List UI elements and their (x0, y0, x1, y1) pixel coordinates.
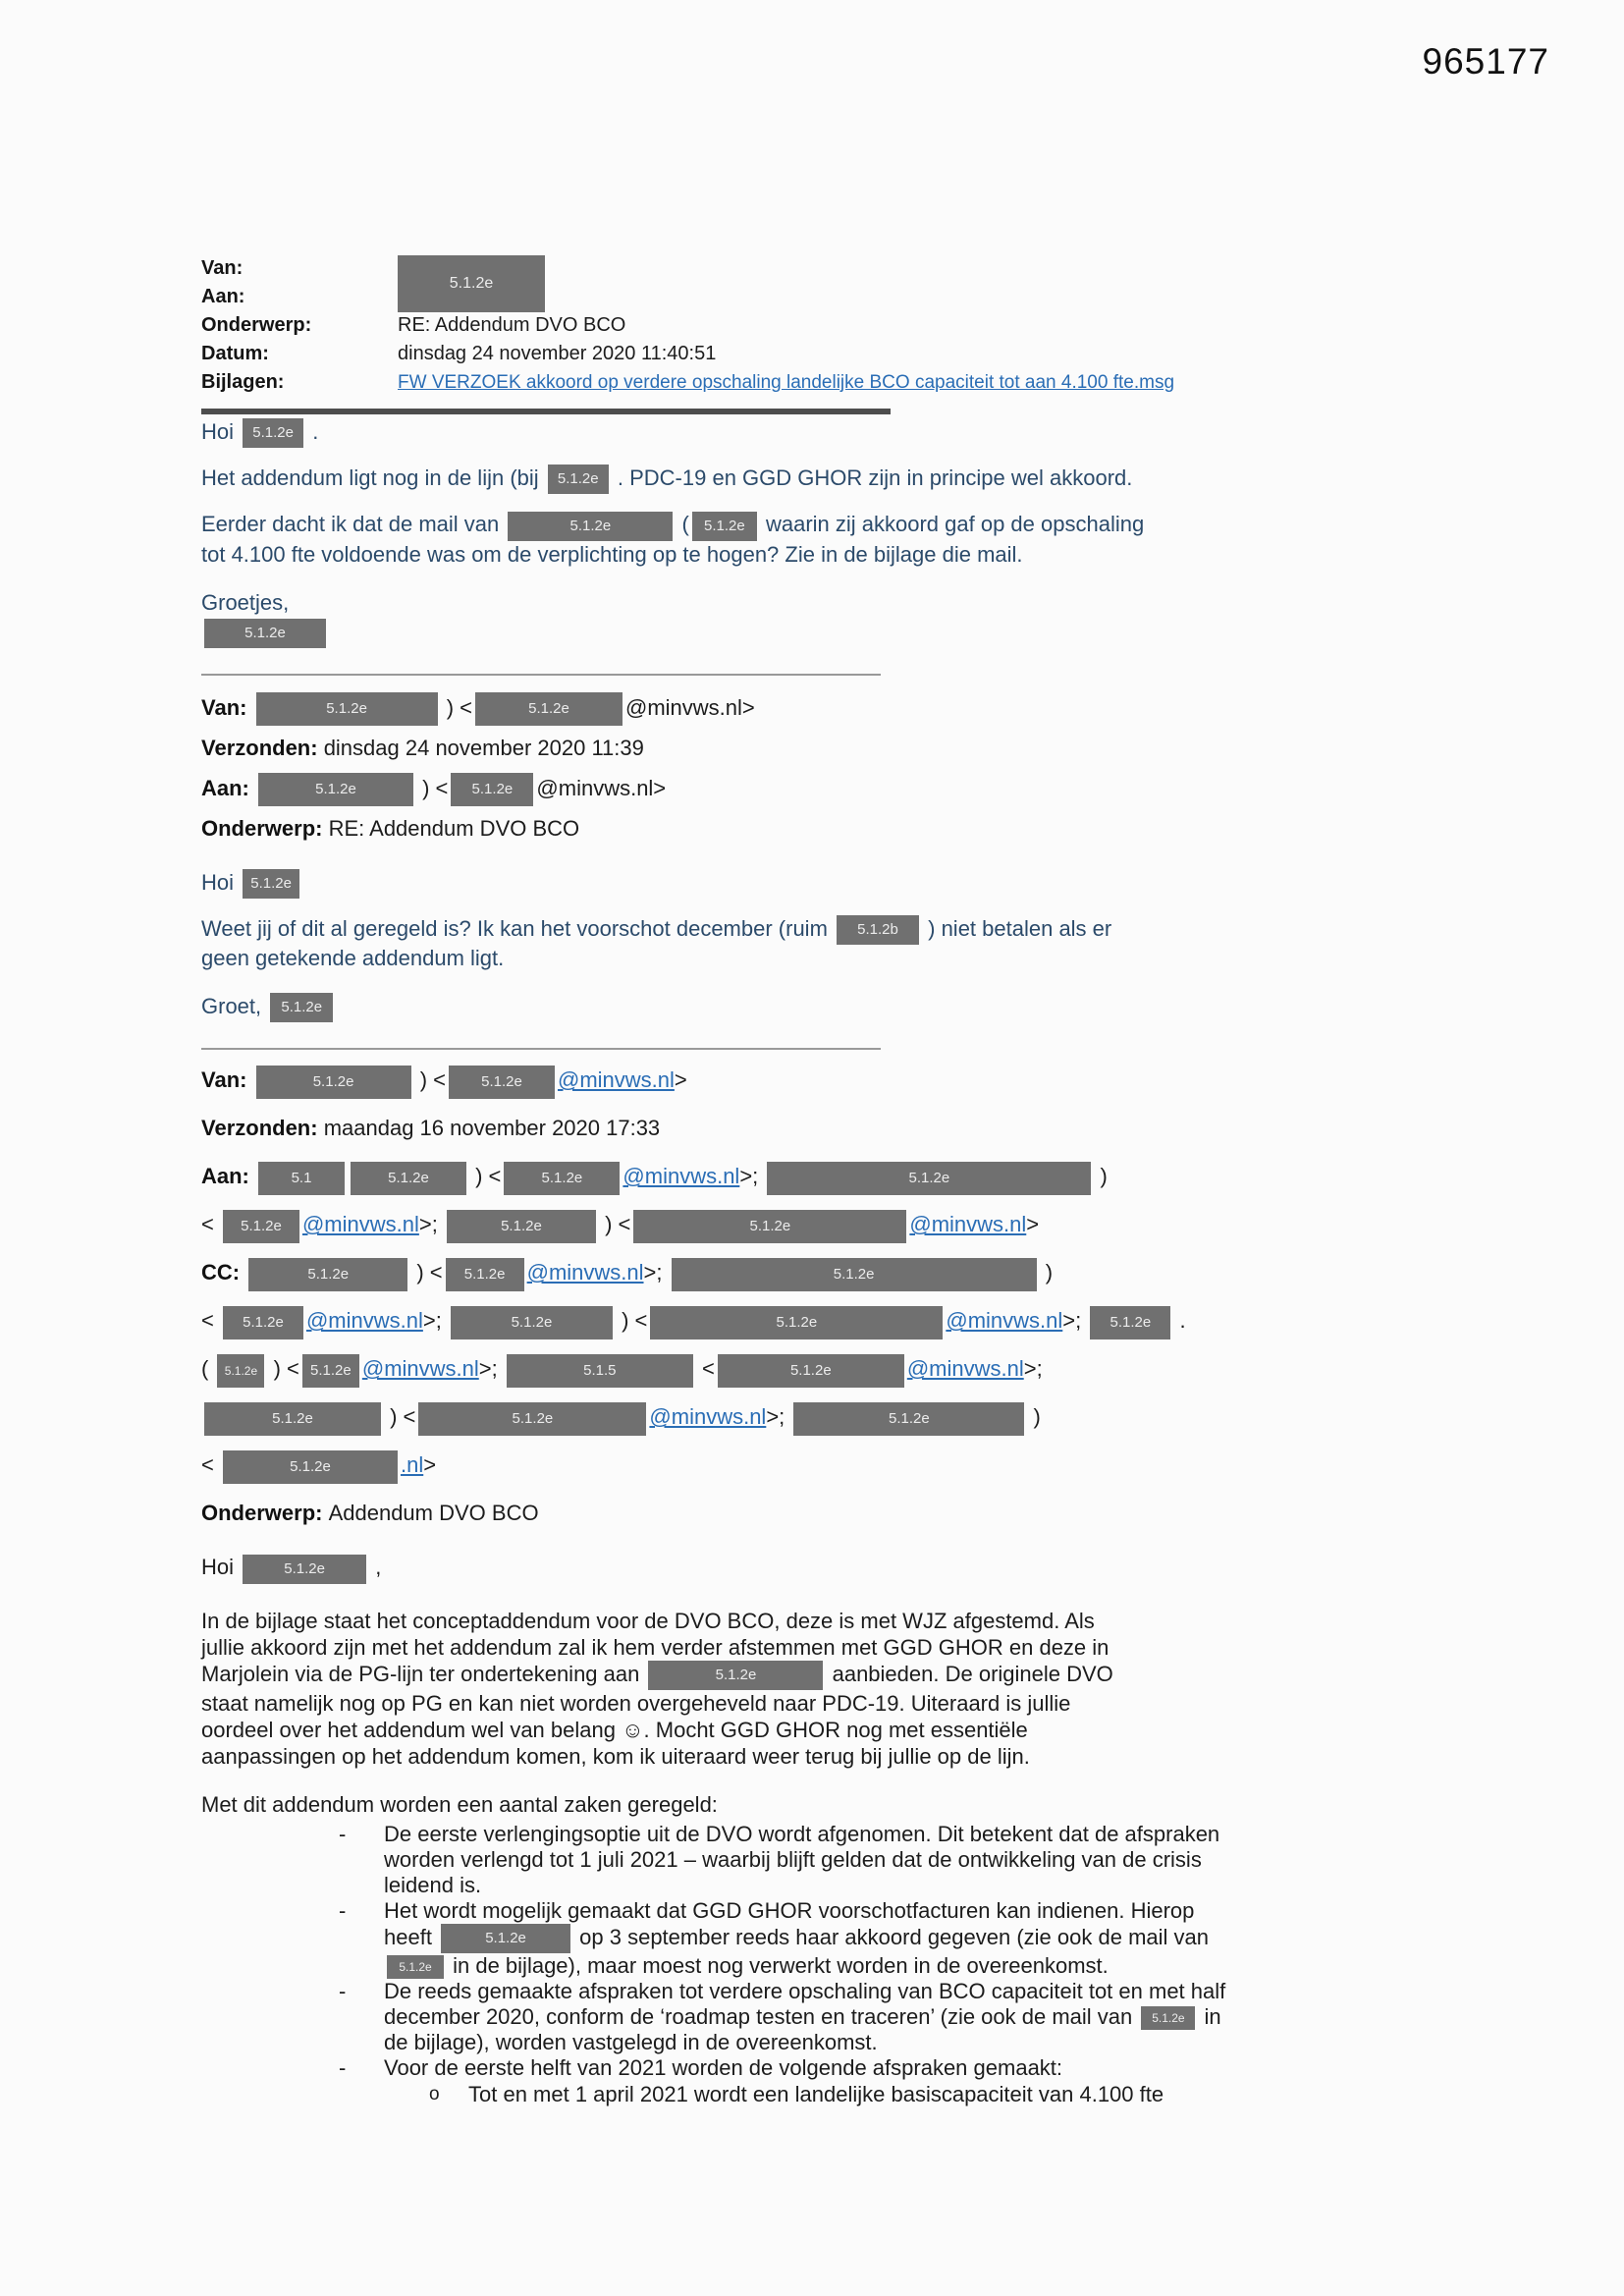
text-run: @minvws.nl> (536, 775, 667, 800)
redaction-box: 5.1.2e (258, 773, 413, 806)
text-run: aanpassingen op het addendum komen, kom ik uiteraard weer terug bij jullie op de lijn. (201, 1743, 1030, 1769)
redaction-box: 5.1.2e (793, 1402, 1024, 1436)
email-link[interactable]: @minvws.nl (305, 1308, 423, 1334)
text-run: ( (201, 1356, 215, 1382)
text-run: Het wordt mogelijk gemaakt dat GGD GHOR voorschotfacturen kan indienen. Hierop (384, 1897, 1195, 1923)
text-run: leidend is. (384, 1872, 482, 1897)
header-line-cc-5 (201, 1447, 1350, 1484)
bullet-text (384, 1898, 1350, 1979)
text-run: Marjolein via de PG-lijn ter ondertekening aan (201, 1661, 646, 1686)
van-label: Van: (201, 257, 244, 279)
email-link[interactable]: @minvws.nl (909, 1212, 1027, 1237)
header-line-cc-4 (201, 1398, 1350, 1436)
document-number: 965177 (1422, 41, 1549, 82)
text-run: Eerder dacht ik dat de mail van (201, 512, 506, 537)
text-run: , (369, 1555, 382, 1580)
text-run: worden verlengd tot 1 juli 2021 – waarbij blijft gelden dat de ontwikkeling van de crisis (384, 1846, 1202, 1872)
separator-thin (201, 1048, 881, 1050)
aan-label: Aan: (201, 286, 245, 307)
text-run: december 2020, conform de ‘roadmap testen en traceren’ (zie ook de mail van (384, 2003, 1139, 2029)
datum-label: Datum: (201, 343, 269, 364)
redaction-box: 5.1.2e (217, 1354, 264, 1388)
email-link[interactable]: @minvws.nl (623, 1164, 740, 1189)
header-line-onderwerp (201, 810, 1350, 847)
redaction-box: 5.1.2e (447, 1210, 596, 1243)
text-run: Groetjes, (201, 589, 290, 615)
bijlagen-label: Bijlagen: (201, 371, 285, 393)
email-link[interactable]: @minvws.nl (946, 1308, 1063, 1334)
redaction-box: 5.1.2e (256, 1066, 411, 1099)
text-run: staat namelijk nog op PG en kan niet worden overgeheveld naar PDC-19. Uiteraard is jullie (201, 1690, 1071, 1716)
redaction-box: 5.1.2e (650, 1306, 943, 1339)
redaction-box: 5.1.2e (204, 1402, 381, 1436)
text-run: oordeel over het addendum wel van belang ☺. Mocht GGD GHOR nog met essentiële (201, 1717, 1028, 1742)
email2-body (201, 869, 1350, 1023)
body-line (384, 2030, 1350, 2055)
redaction-box: 5.1.2e (243, 418, 303, 448)
bullet-marker: - (339, 1978, 347, 2003)
text-run: ) < (615, 1308, 648, 1334)
bullet-text (384, 2055, 1350, 2081)
email-link[interactable]: @minvws.nl (301, 1212, 419, 1237)
body-line (201, 1690, 1350, 1717)
body-line (201, 1661, 1350, 1690)
body-line (384, 1822, 1350, 1847)
text-run: ) (1039, 1260, 1054, 1285)
email-link[interactable]: @minvws.nl (649, 1404, 767, 1430)
header-line-aan-2 (201, 1206, 1350, 1243)
header-line-verzonden (201, 730, 1350, 767)
header-line-van (201, 1062, 1350, 1099)
redaction-box: 5.1.2e (508, 512, 673, 541)
redaction-box: 5.1.2e (692, 512, 757, 541)
email3-body (201, 1554, 1350, 2107)
header-line-onderwerp (201, 1495, 1350, 1532)
redaction-box: 5.1.2e (451, 773, 533, 806)
text-run: Hoi (201, 1555, 241, 1580)
header-row-bijlagen (201, 371, 1350, 400)
text-run: ) < (469, 1164, 502, 1189)
text-run: . PDC-19 en GGD GHOR zijn in principe wel akkoord. (611, 465, 1133, 491)
text-run: Voor de eerste helft van 2021 worden de volgende afspraken gemaakt: (384, 2055, 1063, 2081)
list-item (339, 1979, 1350, 2055)
body-line (384, 2004, 1350, 2030)
body-line-greeting (201, 418, 1350, 448)
body-line-list-intro: Met dit addendum worden een aantal zaken geregeld: (201, 1791, 718, 1817)
text-run: op 3 september reeds haar akkoord gegeven (zie ook de mail van (573, 1924, 1209, 1949)
email1-header (201, 257, 1350, 400)
field-label: Aan: (201, 775, 255, 800)
text-run: > (423, 1452, 437, 1478)
body-line (201, 915, 1350, 945)
text-run: >; (478, 1356, 504, 1382)
text-run: < (201, 1212, 220, 1237)
sub-list-item (429, 2081, 1350, 2107)
text-run: > (1026, 1212, 1040, 1237)
header-line-verzonden (201, 1110, 1350, 1147)
body-line (468, 2081, 1164, 2107)
text-run: >; (739, 1164, 765, 1189)
text-run: De eerste verlengingsoptie uit de DVO wordt afgenomen. Dit betekent dat de afspraken (384, 1821, 1220, 1846)
text-run: aanbieden. De originele DVO (826, 1661, 1113, 1686)
redaction-box: 5.1.2e (418, 1402, 646, 1436)
text-run: Tot en met 1 april 2021 wordt een landelijke basiscapaciteit van 4.100 fte (468, 2082, 1164, 2107)
body-paragraph (201, 1608, 1350, 1770)
body-line-greeting (201, 869, 1350, 899)
bullet-marker: - (339, 1821, 347, 1846)
body-line (201, 1608, 1350, 1634)
field-label: Aan: (201, 1164, 255, 1189)
text-run: Groet, (201, 994, 268, 1019)
bullet-marker: - (339, 1897, 347, 1923)
email-link[interactable]: @minvws.nl (526, 1260, 644, 1285)
text-run: jullie akkoord zijn met het addendum zal ik hem verder afstemmen met GGD GHOR en deze in (201, 1634, 1110, 1660)
redaction-box: 5.1.2e (387, 1955, 444, 1979)
bullet-marker: - (339, 2055, 347, 2081)
text-run: ) niet betalen als er (922, 915, 1112, 941)
redaction-box: 5.1.2e (1090, 1306, 1170, 1339)
redaction-box: 5.1.2e (351, 1162, 466, 1195)
field-label: Onderwerp: (201, 1501, 329, 1526)
text-run: < (201, 1452, 220, 1478)
body-line-closing (201, 589, 1350, 616)
attachment-link[interactable]: FW VERZOEK akkoord op verdere opschaling landelijke BCO capaciteit tot aan 4.100 fte.msg (398, 372, 1175, 393)
text-run: geen getekende addendum ligt. (201, 946, 505, 971)
header-row-van (201, 257, 1350, 286)
text-run: ) (1094, 1164, 1108, 1189)
text-run: ) < (413, 1067, 446, 1093)
email3-header (201, 1062, 1350, 1532)
separator-thick (201, 409, 891, 414)
redaction-box-from-to: 5.1.2e (398, 255, 545, 312)
text-run: ) < (598, 1212, 631, 1237)
field-label: Verzonden: (201, 735, 324, 760)
text-run: Weet jij of dit al geregeld is? Ik kan het voorschot december (ruim (201, 915, 835, 941)
redaction-box: 5.1.2e (270, 993, 333, 1022)
text-run: heeft (384, 1924, 439, 1949)
list-item (339, 1822, 1350, 1898)
redaction-box: 5.1.2e (256, 692, 438, 726)
text-run: In de bijlage staat het conceptaddendum voor de DVO BCO, deze is met WJZ afgestemd. Als (201, 1608, 1095, 1633)
redaction-box: 5.1.2e (475, 692, 623, 726)
body-line (201, 1717, 1350, 1743)
text-run: >; (422, 1308, 448, 1334)
redaction-box: 5.1.2e (223, 1306, 303, 1339)
body-line (384, 2055, 1350, 2081)
list-item (339, 2055, 1350, 2081)
text-run: @minvws.nl> (624, 694, 755, 720)
separator-thin (201, 674, 881, 676)
text-run: dinsdag 24 november 2020 11:39 (323, 735, 644, 760)
email-link[interactable]: .nl (400, 1452, 424, 1478)
header-line-aan-1 (201, 1158, 1350, 1195)
text-run: in de bijlage), maar moest nog verwerkt worden in de overeenkomst. (447, 1952, 1109, 1978)
text-run: ) < (267, 1356, 299, 1382)
header-line-van (201, 689, 1350, 727)
subject-value: RE: Addendum DVO BCO (398, 314, 626, 336)
body-line (201, 541, 1350, 568)
text-run: > (674, 1067, 687, 1093)
redaction-box: 5.1.2e (441, 1924, 570, 1953)
email-link[interactable]: @minvws.nl (557, 1067, 675, 1093)
bullet-text (468, 2081, 1164, 2107)
header-row-aan (201, 286, 1350, 314)
redaction-box: 5.1.2e (451, 1306, 613, 1339)
date-value: dinsdag 24 november 2020 11:40:51 (398, 343, 717, 364)
body-line (384, 1953, 1350, 1979)
redaction-box: 5.1.2e (223, 1450, 398, 1484)
header-row-onderwerp (201, 314, 1350, 343)
redaction-box: 5.1.5 (507, 1354, 693, 1388)
header-line-cc-3 (201, 1350, 1350, 1388)
redaction-box: 5.1.2e (223, 1210, 299, 1243)
text-run: in (1198, 2003, 1221, 2029)
text-run: < (201, 1308, 220, 1334)
text-run: waarin zij akkoord gaf op de opschaling (759, 512, 1145, 537)
text-run: ( (676, 512, 689, 537)
redaction-box: 5.1.2e (449, 1066, 555, 1099)
body-line (384, 1924, 1350, 1953)
redaction-box: 5.1.2e (243, 1555, 366, 1584)
redaction-box: 5.1.2e (1141, 2006, 1195, 2030)
text-run: < (695, 1356, 715, 1382)
text-run: Hoi (201, 869, 241, 895)
email-link[interactable]: @minvws.nl (361, 1356, 479, 1382)
email2-header (201, 689, 1350, 847)
redaction-box: 5.1.2e (446, 1258, 524, 1291)
list-item (339, 1898, 1350, 1979)
text-run: . (1173, 1308, 1186, 1334)
bullet-text (384, 1822, 1350, 1898)
text-run: tot 4.100 fte voldoende was om de verplichting op te hogen? Zie in de bijlage die mail. (201, 541, 1023, 567)
body-line (384, 1979, 1350, 2004)
body-line-closing (201, 993, 1350, 1022)
redaction-box: 5.1.2e (302, 1354, 359, 1388)
sub-bullet-marker: o (429, 2084, 440, 2105)
field-label: CC: (201, 1260, 246, 1285)
text-run: >; (643, 1260, 669, 1285)
text-run: >; (1023, 1356, 1043, 1382)
text-run: ) < (410, 1260, 443, 1285)
field-label: Verzonden: (201, 1116, 324, 1141)
email1-body (201, 418, 1350, 648)
body-line (201, 1743, 1350, 1770)
text-run: maandag 16 november 2020 17:33 (323, 1116, 661, 1141)
text-run: RE: Addendum DVO BCO (328, 815, 580, 841)
redaction-box: 5.1.2e (648, 1661, 823, 1690)
text-run: ) (1027, 1404, 1041, 1430)
header-row-datum (201, 343, 1350, 371)
header-line-cc-2 (201, 1302, 1350, 1339)
redaction-box: 5.1.2e (672, 1258, 1037, 1291)
field-label: Onderwerp: (201, 815, 329, 841)
text-run: . (306, 419, 319, 444)
redaction-box: 5.1.2e (767, 1162, 1091, 1195)
redaction-box: 5.1.2e (633, 1210, 906, 1243)
header-line-cc-1 (201, 1254, 1350, 1291)
body-line-signature (201, 619, 1350, 648)
scan-content (201, 0, 1350, 2107)
body-line (201, 1634, 1350, 1661)
text-run: De reeds gemaakte afspraken tot verdere opschaling van BCO capaciteit tot en met half (384, 1978, 1226, 2003)
redaction-box: 5.1 (258, 1162, 345, 1195)
redaction-box: 5.1.2e (718, 1354, 904, 1388)
text-run: Het addendum ligt nog in de lijn (bij (201, 465, 545, 491)
text-run: >; (1062, 1308, 1088, 1334)
redaction-box: 5.1.2e (504, 1162, 620, 1195)
body-line (384, 1873, 1350, 1898)
header-line-aan (201, 770, 1350, 807)
redaction-box: 5.1.2b (837, 915, 919, 945)
body-line (201, 511, 1350, 540)
redaction-box: 5.1.2e (243, 869, 299, 899)
body-line (201, 945, 1350, 971)
body-line (201, 465, 1350, 494)
email-link[interactable]: @minvws.nl (906, 1356, 1024, 1382)
text-run: >; (766, 1404, 791, 1430)
redaction-box: 5.1.2e (204, 619, 326, 648)
bullet-list (201, 1822, 1350, 2107)
attachment-value (398, 371, 1174, 394)
text-run: ) < (416, 775, 449, 800)
field-label: Van: (201, 694, 253, 720)
text-run: ) < (440, 694, 472, 720)
text-run: Hoi (201, 419, 241, 444)
redaction-box: 5.1.2e (248, 1258, 407, 1291)
redaction-box: 5.1.2e (548, 465, 609, 494)
field-label: Van: (201, 1067, 253, 1093)
text-run: ) < (384, 1404, 416, 1430)
body-line (384, 1898, 1350, 1924)
body-line-greeting (201, 1554, 1350, 1583)
text-run: >; (418, 1212, 444, 1237)
onderwerp-label: Onderwerp: (201, 314, 312, 336)
text-run: Addendum DVO BCO (328, 1501, 539, 1526)
body-line (384, 1847, 1350, 1873)
bullet-text (384, 1979, 1350, 2055)
text-run: de bijlage), worden vastgelegd in de overeenkomst. (384, 2030, 878, 2055)
